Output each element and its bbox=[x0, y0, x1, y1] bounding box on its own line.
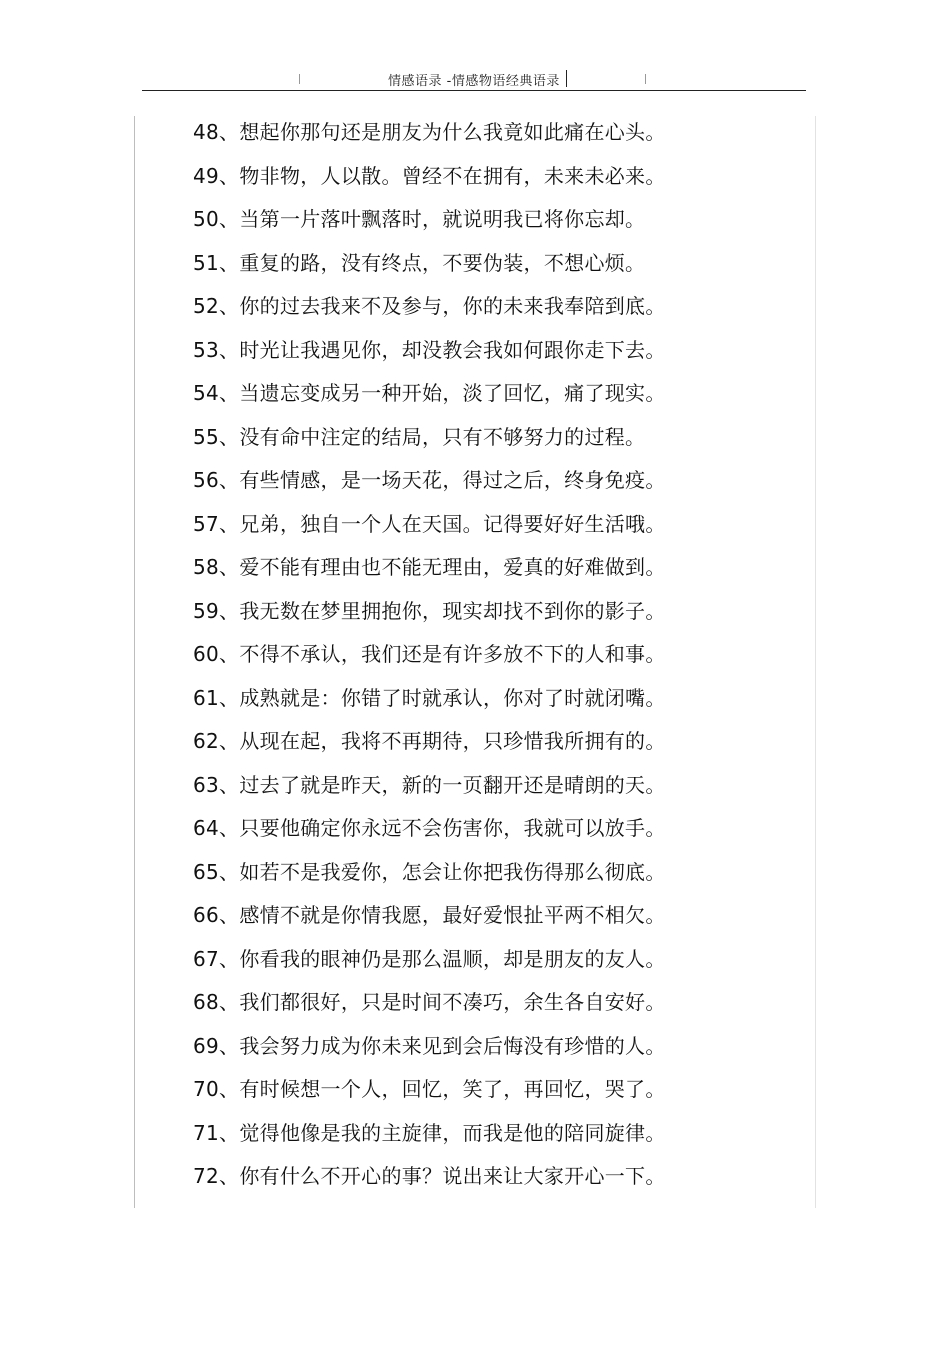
quote-line: 68、我们都很好，只是时间不凑巧，余生各自安好。 bbox=[193, 990, 666, 1014]
quote-line: 48、想起你那句还是朋友为什么我竟如此痛在心头。 bbox=[193, 120, 666, 144]
quote-line: 52、你的过去我来不及参与，你的未来我奉陪到底。 bbox=[193, 294, 666, 318]
quote-line: 67、你看我的眼神仍是那么温顺，却是朋友的友人。 bbox=[193, 946, 666, 971]
quote-line: 53、时光让我遇见你，却没教会我如何跟你走下去。 bbox=[193, 337, 666, 362]
quote-line: 63、过去了就是昨天，新的一页翻开还是晴朗的天。 bbox=[193, 772, 666, 797]
quote-line: 55、没有命中注定的结局，只有不够努力的过程。 bbox=[193, 424, 646, 449]
right-margin-line bbox=[815, 116, 816, 1208]
quote-line: 65、如若不是我爱你，怎会让你把我伤得那么彻底。 bbox=[193, 859, 666, 884]
quote-line: 71、觉得他像是我的主旋律，而我是他的陪同旋律。 bbox=[193, 1120, 666, 1145]
quote-line: 54、当遗忘变成另一种开始，淡了回忆，痛了现实。 bbox=[193, 381, 666, 405]
header-title: 情感语录 -情感物语经典语录 bbox=[388, 74, 560, 89]
quote-line: 59、我无数在梦里拥抱你，现实却找不到你的影子。 bbox=[193, 598, 666, 623]
quote-line: 66、感情不就是你情我愿，最好爱恨扯平两不相欠。 bbox=[193, 903, 666, 927]
quote-line: 57、兄弟，独自一个人在天国。记得要好好生活哦。 bbox=[193, 511, 666, 536]
quote-line: 70、有时候想一个人，回忆，笑了，再回忆，哭了。 bbox=[193, 1077, 666, 1101]
quote-line: 60、不得不承认，我们还是有许多放不下的人和事。 bbox=[193, 642, 666, 666]
quote-line: 49、物非物，人以散。曾经不在拥有，未来未必来。 bbox=[193, 163, 666, 188]
quote-line: 51、重复的路，没有终点，不要伪装，不想心烦。 bbox=[193, 250, 646, 275]
header-rule bbox=[142, 90, 806, 91]
quote-line: 58、爱不能有理由也不能无理由，爱真的好难做到。 bbox=[193, 555, 666, 579]
left-margin-line bbox=[134, 116, 135, 1208]
quote-line: 61、成熟就是：你错了时就承认，你对了时就闭嘴。 bbox=[193, 685, 666, 710]
header-tick-mid bbox=[566, 70, 567, 87]
quote-list bbox=[193, 114, 793, 1202]
header-tick-right bbox=[645, 74, 646, 84]
quote-line: 56、有些情感，是一场天花，得过之后，终身免疫。 bbox=[193, 468, 666, 492]
quote-line: 62、从现在起，我将不再期待，只珍惜我所拥有的。 bbox=[193, 729, 666, 753]
page-header bbox=[0, 66, 950, 92]
header-tick-left bbox=[299, 74, 300, 84]
quote-line: 50、当第一片落叶飘落时，就说明我已将你忘却。 bbox=[193, 207, 646, 231]
quote-line: 69、我会努力成为你未来见到会后悔没有珍惜的人。 bbox=[193, 1033, 666, 1058]
quote-line: 72、你有什么不开心的事？说出来让大家开心一下。 bbox=[193, 1164, 666, 1188]
quote-line: 64、只要他确定你永远不会伤害你，我就可以放手。 bbox=[193, 816, 666, 840]
